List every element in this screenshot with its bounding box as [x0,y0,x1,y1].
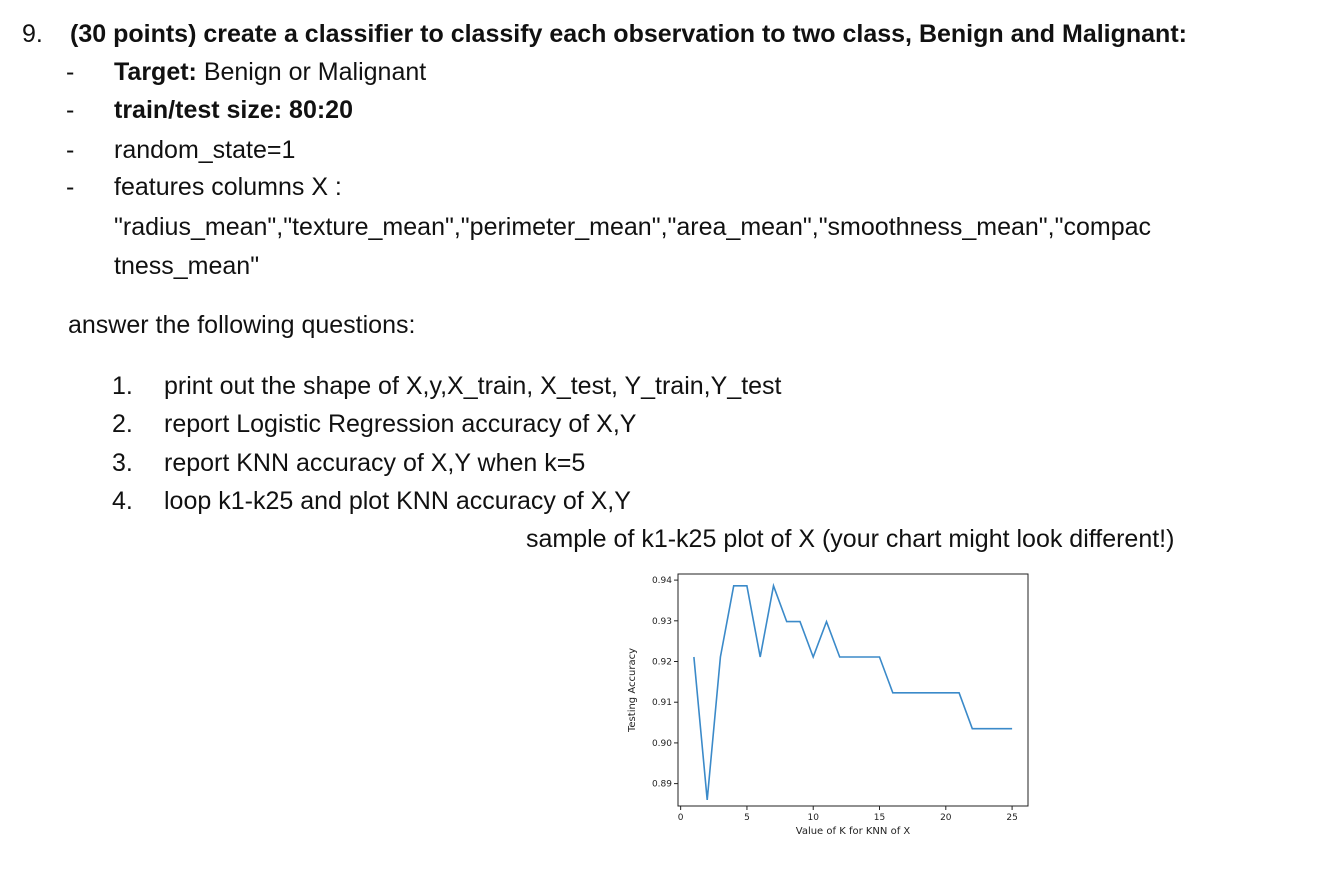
question-item-number: 2. [112,410,133,438]
question-text: (30 points) create a classifier to classify each observation to two class, Benign and Malignant: [70,20,1187,48]
target-bullet [114,58,426,87]
y-tick-label: 0.92 [651,657,672,668]
x-tick-label: 0 [677,813,684,823]
x-tick-label: 25 [1006,813,1018,823]
chart-caption: sample of k1-k25 plot of X (your chart might look different!) [526,525,1175,553]
y-tick-label: 0.93 [651,616,672,627]
y-axis-label: Testing Accuracy [627,648,638,732]
question-item-text: report Logistic Regression accuracy of X,Y [164,410,637,438]
split-bullet: train/test size: 80:20 [114,96,353,124]
random-state-bullet: random_state=1 [114,136,296,164]
y-axis-ticks [652,576,678,790]
question-item-text: print out the shape of X,y,X_train, X_test, Y_train,Y_test [164,372,782,400]
target-label: Target: [114,58,197,86]
features-columns-line-1: "radius_mean","texture_mean","perimeter_mean","area_mean","smoothness_mean","compac [114,213,1152,241]
x-tick-label: 5 [744,813,750,823]
y-tick-label: 0.94 [651,576,672,587]
plot-area [678,574,1028,806]
question-number: 9. [22,20,43,48]
x-tick-label: 20 [940,813,952,823]
bullet-dash: - [66,96,75,124]
y-tick-label: 0.91 [651,698,672,709]
question-item-number: 4. [112,487,133,515]
x-axis-label: Value of K for KNN of X [795,826,911,837]
x-axis-ticks [678,806,1018,823]
answer-intro: answer the following questions: [68,311,416,339]
question-item-text: report KNN accuracy of X,Y when k=5 [164,449,586,477]
target-value: Benign or Malignant [203,58,427,86]
question-item-text: loop k1-k25 and plot KNN accuracy of X,Y [164,487,631,515]
knn-accuracy-chart [600,565,1040,845]
features-columns-line-2: tness_mean" [114,252,260,280]
y-tick-label: 0.89 [651,779,672,790]
question-item-number: 1. [112,372,133,400]
y-tick-label: 0.90 [651,738,672,749]
bullet-dash: - [66,58,75,86]
features-bullet: features columns X : [114,173,342,201]
bullet-dash: - [66,136,75,164]
bullet-dash: - [66,173,75,201]
x-tick-label: 15 [873,813,886,823]
x-tick-label: 10 [807,813,819,823]
question-item-number: 3. [112,449,133,477]
